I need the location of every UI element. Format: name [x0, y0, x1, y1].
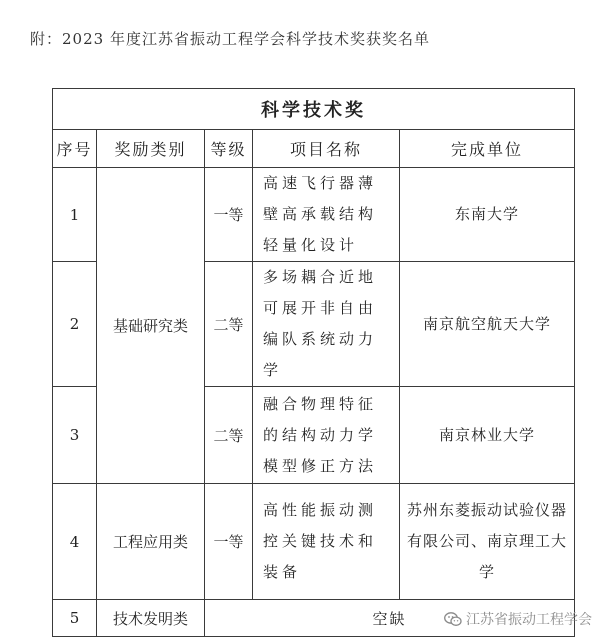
header-project: 项目名称 — [253, 130, 400, 168]
table-row — [53, 168, 575, 262]
category-cell: 基础研究类 — [97, 168, 205, 484]
row-no: 5 — [53, 600, 97, 637]
unit-cell: 苏州东菱振动试验仪器有限公司、南京理工大学 — [400, 484, 575, 600]
row-no: 3 — [53, 387, 97, 484]
watermark — [444, 609, 592, 629]
grade-cell: 二等 — [205, 387, 253, 484]
header-row — [53, 130, 575, 168]
unit-cell: 东南大学 — [400, 168, 575, 262]
project-name-cell: 高速飞行器薄壁高承载结构轻量化设计 — [253, 168, 400, 262]
project-name-cell: 融合物理特征的结构动力学模型修正方法 — [253, 387, 400, 484]
table-row — [53, 484, 575, 600]
wechat-icon — [444, 611, 462, 627]
project-name-cell: 高性能振动测控关键技术和装备 — [253, 484, 400, 600]
header-no: 序号 — [53, 130, 97, 168]
header-category: 奖励类别 — [97, 130, 205, 168]
row-no: 4 — [53, 484, 97, 600]
unit-cell: 南京林业大学 — [400, 387, 575, 484]
header-grade: 等级 — [205, 130, 253, 168]
header-unit: 完成单位 — [400, 130, 575, 168]
grade-cell: 一等 — [205, 484, 253, 600]
grade-cell: 二等 — [205, 262, 253, 387]
row-no: 2 — [53, 262, 97, 387]
row-no: 1 — [53, 168, 97, 262]
document-heading: 附：2023 年度江苏省振动工程学会科学技术奖获奖名单 — [30, 30, 430, 48]
category-cell: 技术发明类 — [97, 600, 205, 637]
awards-table — [52, 88, 575, 637]
grade-cell: 一等 — [205, 168, 253, 262]
watermark-text: 江苏省振动工程学会 — [466, 612, 592, 628]
unit-cell: 南京航空航天大学 — [400, 262, 575, 387]
category-cell: 工程应用类 — [97, 484, 205, 600]
vacant-cell: 空缺 — [205, 600, 575, 637]
project-name-cell: 多场耦合近地可展开非自由编队系统动力学 — [253, 262, 400, 387]
table-title: 科学技术奖 — [53, 89, 575, 130]
